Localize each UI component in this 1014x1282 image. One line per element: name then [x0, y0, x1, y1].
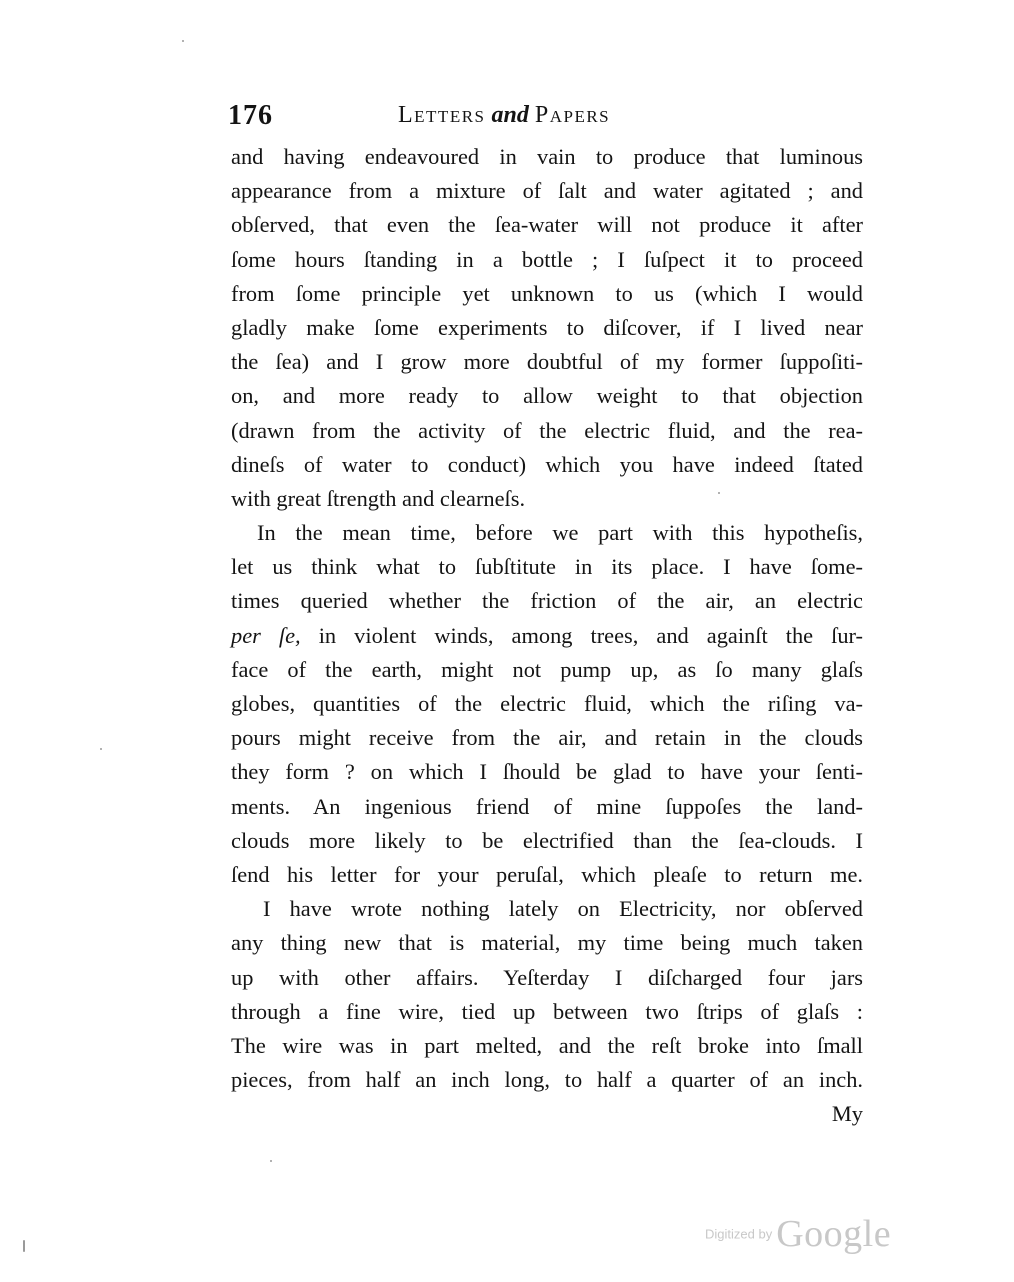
- text-line: and having endeavoured in vain to produce that luminous: [231, 144, 863, 169]
- scan-speck: [182, 40, 184, 42]
- text-line: face of the earth, might not pump up, as ſo many glaſs: [231, 656, 863, 682]
- digitized-by-google-watermark: [705, 1212, 925, 1262]
- running-head: [228, 100, 868, 136]
- running-title-part-2: Papers: [534, 102, 611, 128]
- running-title-ampersand: and: [491, 102, 529, 128]
- catchword: My: [831, 1101, 863, 1127]
- text-line: The wire was in part melted, and the reſt broke into ſmall: [231, 1032, 863, 1058]
- text-line-with-italic: [231, 619, 863, 653]
- scan-speck: [100, 748, 102, 750]
- text-line: appearance from a mixture of ſalt and water agitated ; and: [231, 178, 863, 204]
- text-line: In the mean time, before we part with this hypotheſis,: [257, 520, 863, 546]
- text-line: up with other affairs. Yeſterday I diſcharged four jars: [231, 964, 863, 990]
- text-line: I have wrote nothing lately on Electricity, nor obſerved: [263, 896, 863, 922]
- italic-phrase: per ſe,: [231, 622, 301, 648]
- text-line: times queried whether the friction of the air, an electric: [231, 588, 863, 614]
- running-title: [398, 102, 610, 129]
- scan-speck: [270, 1160, 272, 1162]
- google-logo: Google: [776, 1213, 892, 1255]
- text-line: they form ? on which I ſhould be glad to have your ſenti-: [231, 759, 863, 785]
- text-line: let us think what to ſubſtitute in its place. I have ſome-: [231, 554, 863, 580]
- text-line: obſerved, that even the ſea-water will not produce it after: [231, 212, 863, 238]
- text-line: ſend his letter for your peruſal, which pleaſe to return me.: [231, 861, 863, 887]
- text-line: (drawn from the activity of the electric fluid, and the rea-: [231, 417, 863, 443]
- text-line: ſome hours ſtanding in a bottle ; I ſuſpect it to proceed: [231, 246, 863, 272]
- watermark-caption: Digitized by: [705, 1226, 773, 1242]
- text-line: ments. An ingenious friend of mine ſuppoſes the land-: [231, 793, 863, 819]
- text-line: pours might receive from the air, and retain in the clouds: [231, 725, 863, 751]
- text-line: with great ſtrength and clearneſs.: [231, 485, 526, 511]
- text-line: on, and more ready to allow weight to that objection: [231, 383, 863, 409]
- body-text: [231, 140, 863, 1131]
- text-line: globes, quantities of the electric fluid, which the riſing va-: [231, 691, 863, 716]
- text-line: from ſome principle yet unknown to us (which I would: [231, 280, 863, 306]
- scan-speck: [718, 492, 720, 494]
- text-line: through a fine wire, tied up between two ſtrips of glaſs :: [231, 998, 863, 1024]
- scan-speck: [23, 1240, 25, 1252]
- running-title-part-1: Letters: [398, 102, 486, 128]
- text-line: any thing new that is material, my time being much taken: [231, 930, 863, 956]
- text-line: dineſs of water to conduct) which you have indeed ſtated: [231, 451, 863, 477]
- page-number: 176: [228, 100, 273, 131]
- text-line: pieces, from half an inch long, to half a quarter of an inch.: [231, 1067, 863, 1093]
- text-line: the ſea) and I grow more doubtful of my former ſuppoſiti-: [231, 349, 863, 375]
- text-line: gladly make ſome experiments to diſcover, if I lived near: [231, 314, 863, 340]
- text-line: clouds more likely to be electrified than the ſea-clouds. I: [231, 827, 863, 853]
- text-line-rest: in violent winds, among trees, and againſt the ſur-: [318, 622, 864, 648]
